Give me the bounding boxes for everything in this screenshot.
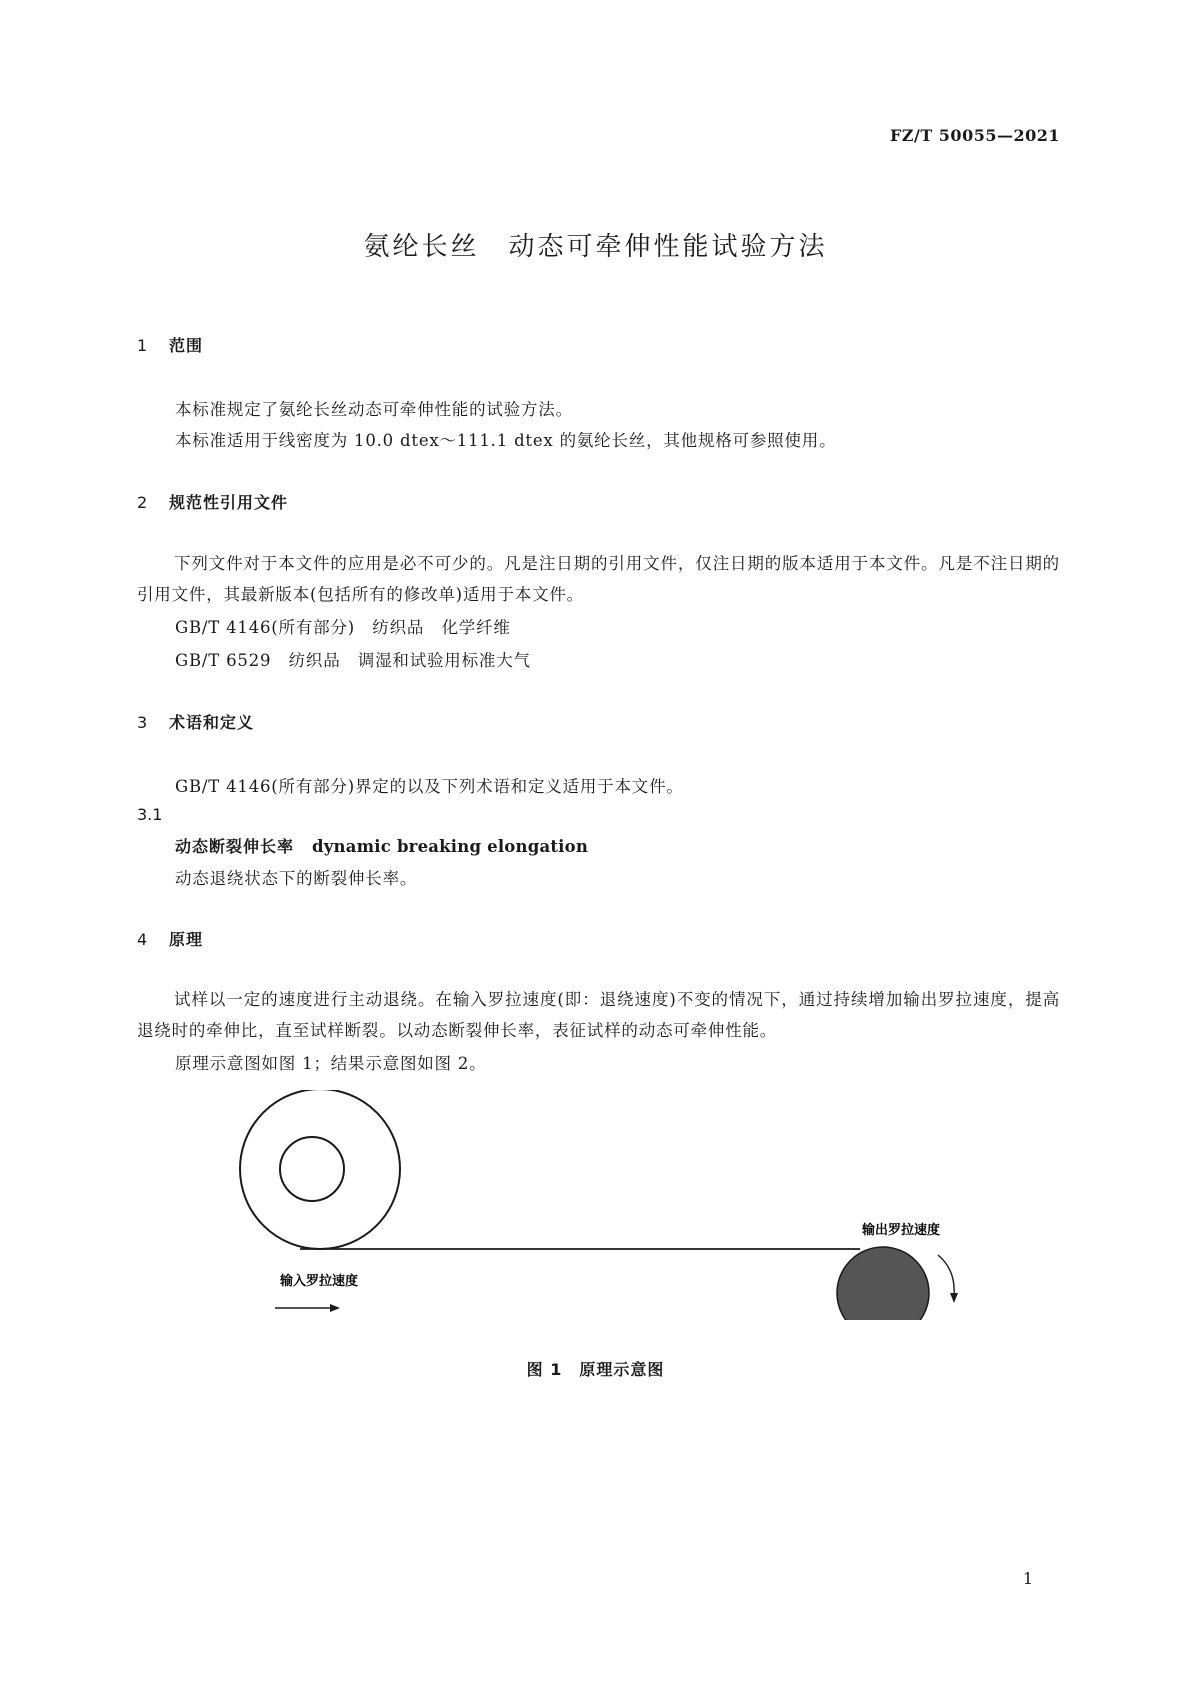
section-1-paragraph-1: 本标准规定了氨纶长丝动态可牵伸性能的试验方法。 <box>175 400 573 419</box>
section-1-heading: 1 范围 <box>137 336 204 355</box>
section-2-intro: 下列文件对于本文件的应用是必不可少的。凡是注日期的引用文件，仅注日期的版本适用于本文件。凡是不注日期的引用文件，其最新版本(包括所有的修改单)适用于本文件。 <box>137 554 1060 604</box>
output-roller <box>837 1247 929 1320</box>
term-definition: 动态退绕状态下的断裂伸长率。 <box>175 869 418 888</box>
section-2-heading: 2 规范性引用文件 <box>137 493 289 512</box>
figure-1-caption: 图 1 原理示意图 <box>526 1360 665 1379</box>
normative-reference-2: GB/T 6529 纺织品 调湿和试验用标准大气 <box>175 651 531 670</box>
input-roller-speed-label: 输入罗拉速度 <box>280 1274 359 1289</box>
rotation-arrow-curve <box>938 1255 954 1296</box>
section-3-intro: GB/T 4146(所有部分)界定的以及下列术语和定义适用于本文件。 <box>175 777 684 796</box>
term-name-zh: 动态断裂伸长率 <box>175 837 295 856</box>
section-4-heading: 4 原理 <box>137 930 204 949</box>
rotation-arrow-head <box>950 1293 958 1303</box>
section-4-paragraph-2: 原理示意图如图 1；结果示意图如图 2。 <box>175 1054 487 1073</box>
output-roller-speed-label: 输出罗拉速度 <box>862 1223 941 1238</box>
normative-reference-1: GB/T 4146(所有部分) 纺织品 化学纤维 <box>175 618 511 637</box>
page-number: 1 <box>1022 1569 1033 1588</box>
yarn-package-outer-circle <box>240 1090 400 1249</box>
section-1-paragraph-2: 本标准适用于线密度为 10.0 dtex～111.1 dtex 的氨纶长丝，其他规格可参照使用。 <box>175 431 837 450</box>
term-entry <box>175 834 588 857</box>
section-3-heading: 3 术语和定义 <box>137 713 255 732</box>
figure-1-principle-diagram <box>230 1090 970 1320</box>
section-4-paragraph-1: 试样以一定的速度进行主动退绕。在输入罗拉速度(即：退绕速度)不变的情况下，通过持续增加输出罗拉速度，提高退绕时的牵伸比，直至试样断裂。以动态断裂伸长率，表征试样的动态可牵伸性能。 <box>137 990 1060 1040</box>
document-title: 氨纶长丝 动态可牵伸性能试验方法 <box>363 232 828 262</box>
figure-1-svg <box>230 1090 970 1320</box>
term-number: 3.1 <box>137 805 163 824</box>
document-number: FZ/T 50055—2021 <box>889 126 1060 145</box>
term-name-en: dynamic breaking elongation <box>312 837 589 856</box>
input-direction-arrow-head <box>330 1304 340 1312</box>
yarn-package-inner-circle <box>280 1137 344 1201</box>
